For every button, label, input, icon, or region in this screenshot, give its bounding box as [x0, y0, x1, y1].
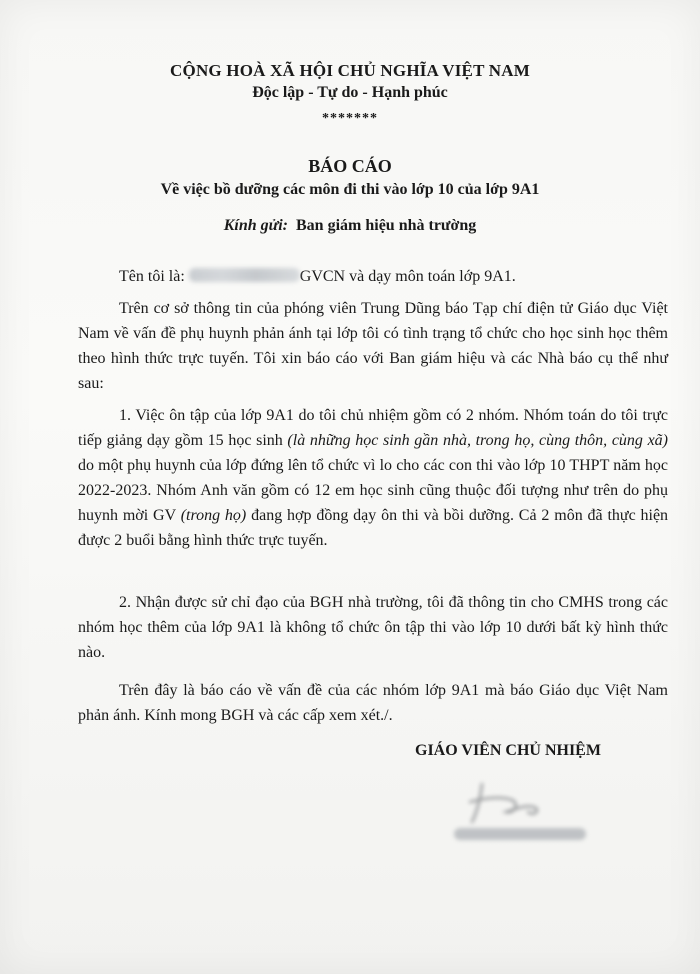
paragraph-item-1: [78, 403, 668, 553]
intro-prefix: Tên tôi là:: [119, 268, 185, 285]
signer-role: GIÁO VIÊN CHỦ NHIỆM: [415, 742, 601, 759]
intro-suffix: GVCN và dạy môn toán lớp 9A1.: [299, 268, 516, 285]
item-1-italic-relation: (trong họ): [180, 507, 247, 524]
item-1-part-c: do một phụ huynh của lớp đứng lên tổ chức vì lo cho các con thi vào lớp 10 THPT năm học 2022-2023. Nhóm Anh văn gồm có 12 em học sinh cũng thuộc đối tượng như trên do phụ huynh mời GV: [78, 457, 668, 524]
paragraph-item-1-text: [78, 403, 668, 553]
header-stars-divider: *******: [322, 111, 378, 126]
item-1-part-a: 1. Việc ôn tập của lớp 9A1 do tôi chủ nhiệm gồm có 2 nhóm. Nhóm toán do tôi trực tiếp giảng dạy gồm 15 học sinh: [78, 407, 668, 449]
document-subtitle: Về việc bồ dưỡng các môn đi thi vào lớp 10 của lớp 9A1: [160, 181, 540, 198]
paragraph-item-2: [78, 590, 668, 665]
item-1-italic-note: (là những học sinh gần nhà, trong họ, cùng thôn, cùng xã): [287, 432, 669, 449]
recipient-value: Ban giám hiệu nhà trường: [296, 217, 477, 234]
document-title: BÁO CÁO: [308, 156, 392, 176]
intro-paragraph: [78, 264, 668, 289]
paragraph-closing: [78, 678, 668, 728]
national-motto: Độc lập - Tự do - Hạnh phúc: [252, 84, 448, 101]
national-title: CỘNG HOÀ XÃ HỘI CHỦ NGHĨA VIỆT NAM: [170, 61, 530, 80]
redacted-name: [189, 268, 300, 282]
paragraph-context: [78, 296, 668, 396]
item-1-part-e: đang hợp đồng dạy ôn thi và bồi dưỡng. Cả 2 môn đã thực hiện được 2 buổi bằng hình thức trực tuyến.: [78, 507, 669, 549]
recipient-label: Kính gửi:: [223, 217, 288, 234]
paragraph-closing-text: Trên đây là báo cáo về vấn đề của các nhóm lớp 9A1 mà báo Giáo dục Việt Nam phản ánh. Kính mong BGH và các cấp xem xét./.: [78, 682, 668, 724]
paragraph-context-text: Trên cơ sở thông tin của phóng viên Trung Dũng báo Tạp chí điện tử Giáo dục Việt Nam về vấn đề phụ huynh phản ánh tại lớp tôi có tình trạng tổ chức cho học sinh học thêm theo hình thức trực tuyến. Tôi xin báo cáo với Ban giám hiệu và các Nhà báo cụ thể như sau:: [78, 300, 668, 392]
blurred-signature-mark: [440, 762, 600, 857]
paragraph-item-2-text: 2. Nhận được sử chỉ đạo của BGH nhà trường, tôi đã thông tin cho CMHS trong các nhóm học thêm của lớp 9A1 là không tổ chức ôn tập thi vào lớp 10 dưới bất kỳ hình thức nào.: [78, 594, 668, 661]
recipient-line: [0, 217, 700, 235]
